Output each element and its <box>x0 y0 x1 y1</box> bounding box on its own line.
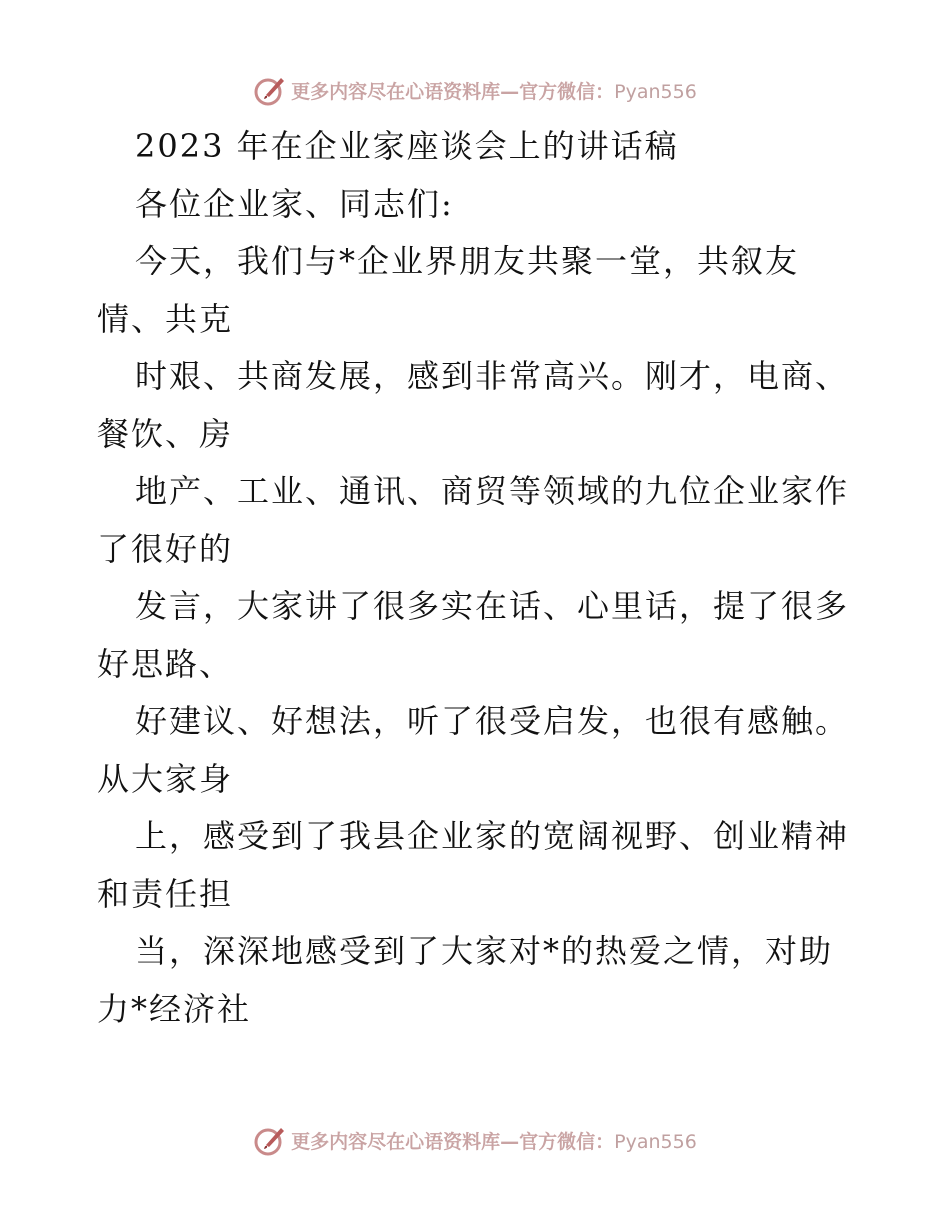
body-line: 各位企业家、同志们: <box>135 184 454 223</box>
banner-text: 更多内容尽在心语资料库—官方微信：Pyan556 <box>291 80 697 103</box>
body-line: 了很好的 <box>97 529 234 568</box>
body-line: 情、共克 <box>97 299 234 338</box>
body-line: 从大家身 <box>97 759 234 798</box>
body-line: 力*经济社 <box>97 989 252 1028</box>
body-line: 地产、工业、通讯、商贸等领域的九位企业家作 <box>135 472 850 510</box>
brush-pen-logo-icon <box>253 1123 287 1157</box>
body-line: 发言，大家讲了很多实在话、心里话，提了很多 <box>135 587 850 625</box>
body-line: 好建议、好想法，听了很受启发，也很有感触。 <box>135 702 850 740</box>
body-line: 上，感受到了我县企业家的宽阔视野、创业精神 <box>135 817 850 855</box>
body-line: 餐饮、房 <box>97 414 234 453</box>
banner-text: 更多内容尽在心语资料库—官方微信：Pyan556 <box>291 1130 697 1153</box>
brush-pen-logo-icon <box>253 73 287 107</box>
body-line: 今天，我们与*企业界朋友共聚一堂，共叙友 <box>135 242 800 280</box>
header-banner <box>0 70 950 110</box>
document-body <box>97 118 857 1038</box>
body-line: 时艰、共商发展，感到非常高兴。刚才，电商、 <box>135 357 850 395</box>
footer-banner <box>0 1120 950 1160</box>
document-title: 2023 年在企业家座谈会上的讲话稿 <box>135 127 679 165</box>
body-line: 好思路、 <box>97 644 234 683</box>
body-line: 和责任担 <box>97 874 234 913</box>
banner-wechat-id: Pyan556 <box>614 1130 697 1153</box>
body-line: 当，深深地感受到了大家对*的热爱之情，对助 <box>135 932 834 970</box>
banner-wechat-id: Pyan556 <box>614 80 697 103</box>
